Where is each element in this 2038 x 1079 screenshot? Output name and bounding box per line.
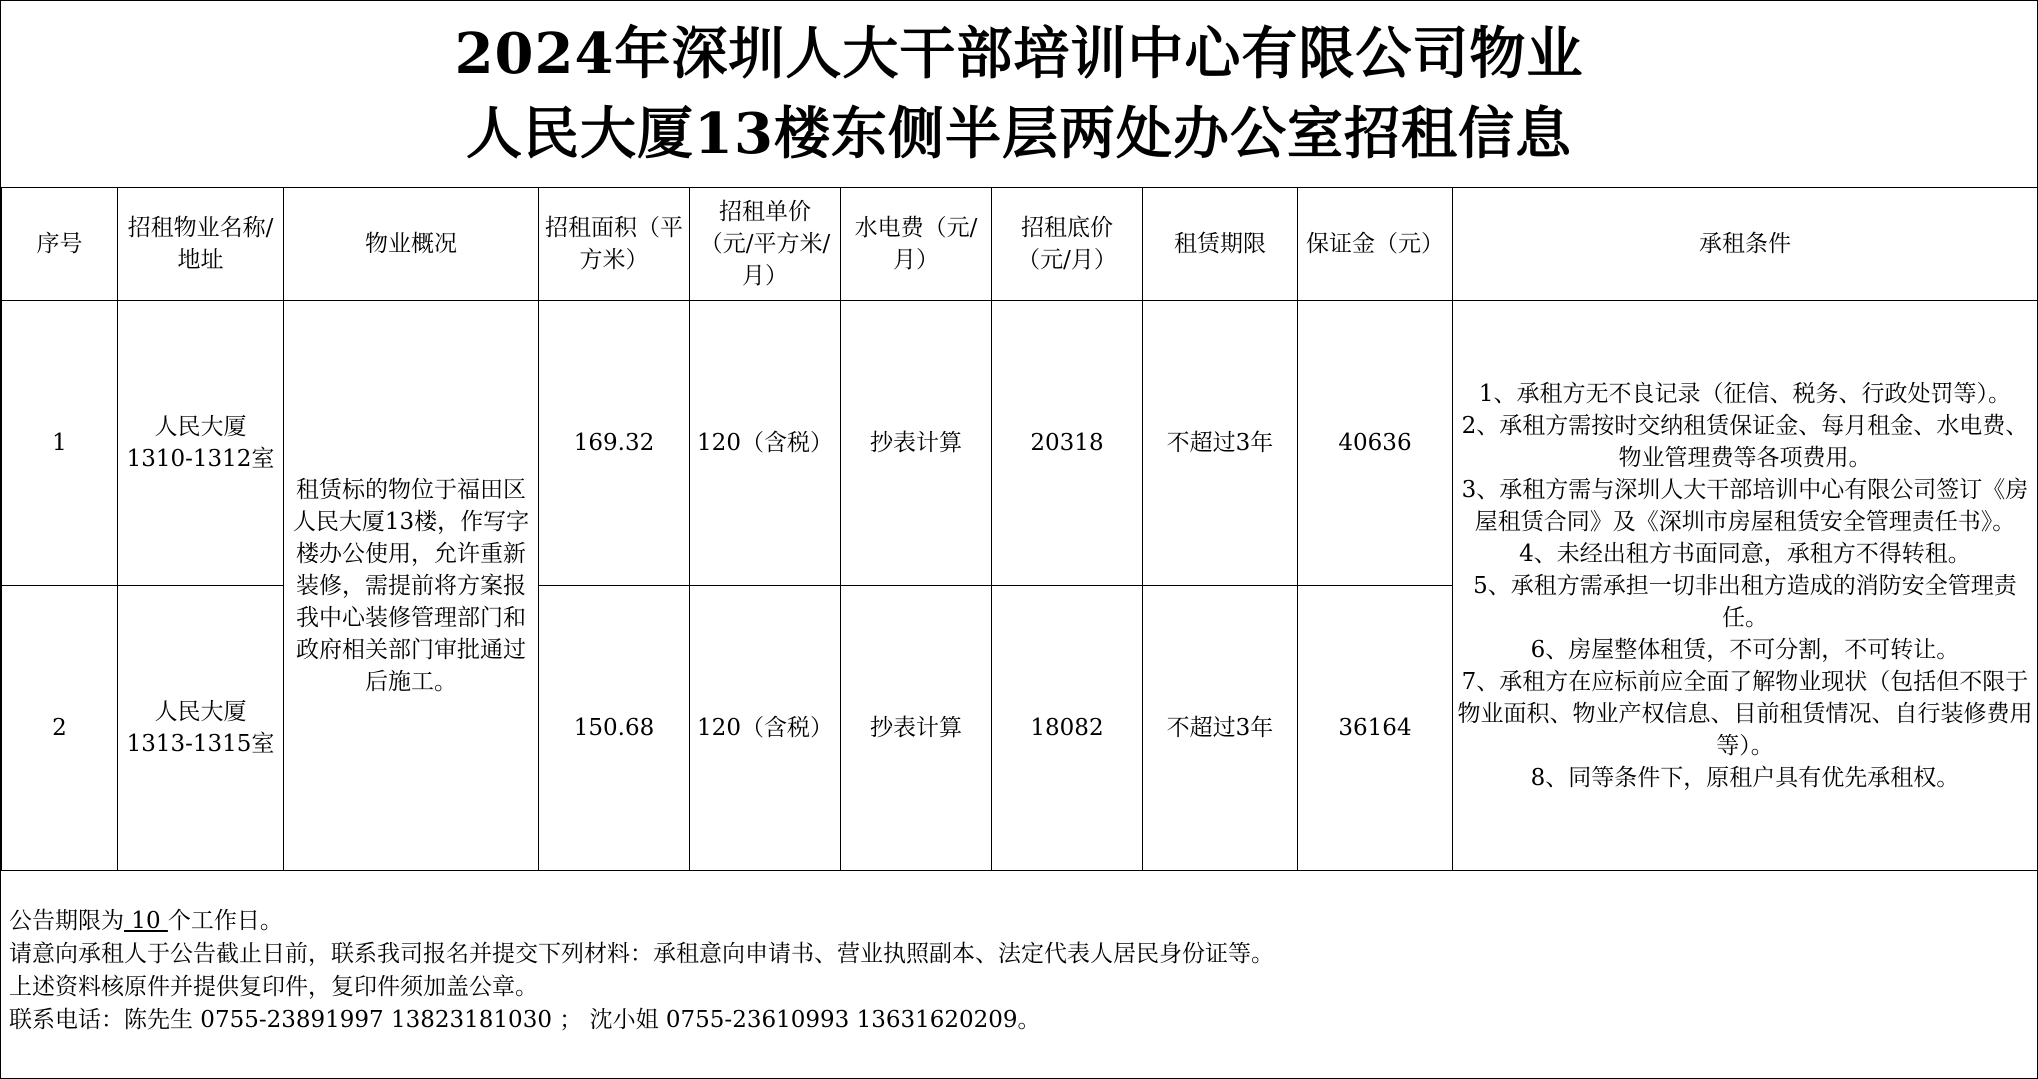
cell-name-line1: 人民大厦 (154, 699, 247, 725)
notice-period-value: 10 (124, 908, 168, 934)
notice-period-prefix: 公告期限为 (9, 908, 124, 934)
condition-item: 5、承租方需承担一切非出租方造成的消防安全管理责任。 (1473, 572, 2017, 631)
header-term: 租赁期限 (1143, 188, 1298, 301)
cell-name-line2: 1310-1312室 (126, 446, 275, 472)
header-seq: 序号 (2, 188, 118, 301)
header-overview: 物业概况 (284, 188, 539, 301)
rental-table (1, 187, 2038, 871)
table-row (2, 301, 2038, 586)
condition-item: 4、未经出租方书面同意，承租方不得转租。 (1519, 540, 1971, 567)
cell-name (118, 586, 284, 871)
cell-unit-price: 120（含税） (690, 586, 841, 871)
cell-base-price: 18082 (992, 586, 1143, 871)
cell-deposit: 40636 (1298, 301, 1453, 586)
cell-area: 150.68 (539, 586, 690, 871)
cell-seq: 1 (2, 301, 118, 586)
cell-utilities: 抄表计算 (841, 301, 992, 586)
condition-item: 3、承租方需与深圳人大干部培训中心有限公司签订《房屋租赁合同》及《深圳市房屋租赁安全管理责任书》。 (1461, 476, 2029, 535)
cell-utilities: 抄表计算 (841, 586, 992, 871)
cell-area: 169.32 (539, 301, 690, 586)
cell-term: 不超过3年 (1143, 586, 1298, 871)
cell-unit-price: 120（含税） (690, 301, 841, 586)
condition-item: 1、承租方无不良记录（征信、税务、行政处罚等）。 (1478, 380, 2012, 407)
cell-seq: 2 (2, 586, 118, 871)
condition-item: 6、房屋整体租赁，不可分割，不可转让。 (1530, 636, 1960, 663)
condition-item: 8、同等条件下，原租户具有优先承租权。 (1530, 764, 1960, 791)
cell-name (118, 301, 284, 586)
cell-term: 不超过3年 (1143, 301, 1298, 586)
header-unit-price: 招租单价（元/平方米/月） (690, 188, 841, 301)
cell-conditions (1453, 301, 2038, 871)
cell-name-line2: 1313-1315室 (126, 731, 275, 757)
notice-copies: 上述资料核原件并提供复印件，复印件须加盖公章。 (9, 974, 538, 1000)
condition-item: 2、承租方需按时交纳租赁保证金、每月租金、水电费、物业管理费等各项费用。 (1461, 412, 2029, 471)
table-header-row (2, 188, 2038, 301)
page-title (1, 1, 2037, 187)
title-line-1: 2024年深圳人大干部培训中心有限公司物业 (454, 21, 1584, 87)
cell-base-price: 20318 (992, 301, 1143, 586)
header-conditions: 承租条件 (1453, 188, 2038, 301)
notice-block (9, 905, 1274, 1037)
cell-name-line1: 人民大厦 (154, 414, 247, 440)
notice-period (9, 905, 1274, 938)
title-line-2: 人民大厦13楼东侧半层两处办公室招租信息 (466, 101, 1572, 167)
cell-overview: 租赁标的物位于福田区人民大厦13楼，作写字楼办公使用，允许重新装修，需提前将方案报我中心装修管理部门和政府相关部门审批通过后施工。 (284, 301, 539, 871)
header-utilities: 水电费（元/月） (841, 188, 992, 301)
header-area: 招租面积（平方米） (539, 188, 690, 301)
header-deposit: 保证金（元） (1298, 188, 1453, 301)
notice-period-suffix: 个工作日。 (167, 908, 283, 934)
header-name: 招租物业名称/地址 (118, 188, 284, 301)
notice-contact: 联系电话：陈先生 0755-23891997 13823181030 ； 沈小姐 0755-23610993 13631620209。 (9, 1007, 1041, 1033)
notice-materials: 请意向承租人于公告截止日前，联系我司报名并提交下列材料：承租意向申请书、营业执照副本、法定代表人居民身份证等。 (9, 941, 1274, 967)
header-base-price: 招租底价（元/月） (992, 188, 1143, 301)
cell-deposit: 36164 (1298, 586, 1453, 871)
condition-item: 7、承租方在应标前应全面了解物业现状（包括但不限于物业面积、物业产权信息、目前租赁情况、自行装修费用等）。 (1457, 668, 2033, 759)
